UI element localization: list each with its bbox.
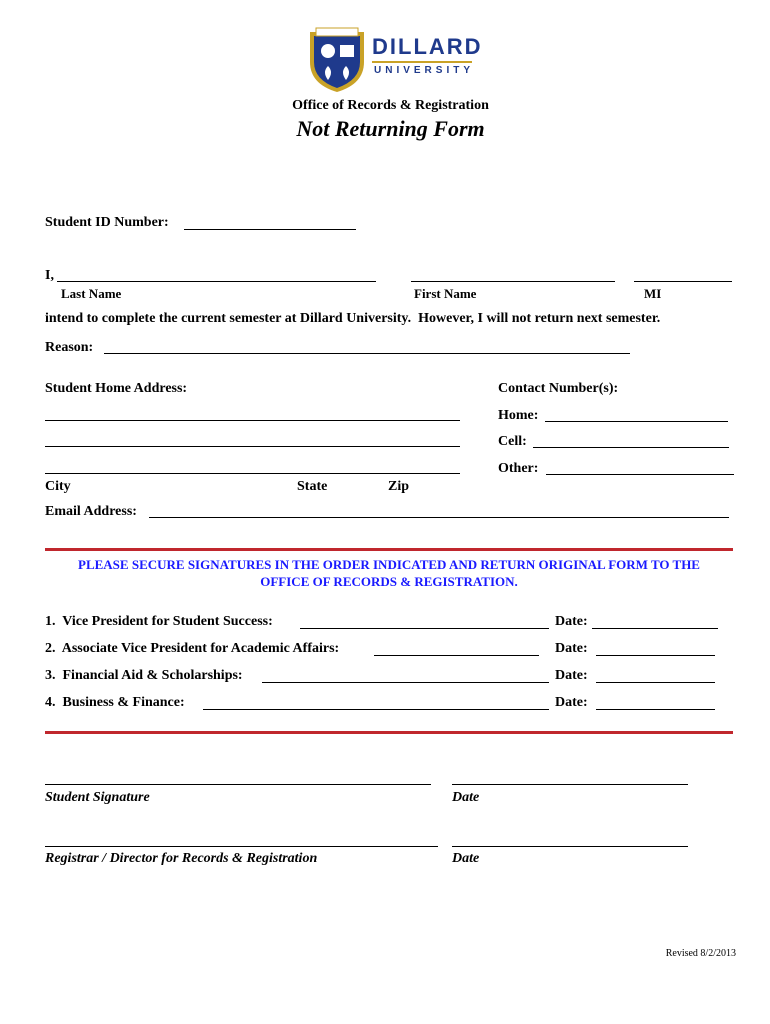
mi-label: MI bbox=[644, 286, 662, 301]
divider-top bbox=[45, 548, 733, 551]
vp-student-success-date[interactable] bbox=[592, 628, 718, 629]
cell-phone-label: Cell: bbox=[498, 434, 527, 449]
home-phone-field[interactable] bbox=[545, 421, 728, 422]
signature-row-label: 2. Associate Vice President for Academic Affairs: bbox=[45, 641, 340, 656]
city-label: City bbox=[45, 479, 71, 494]
address-line-3[interactable] bbox=[45, 473, 460, 474]
university-logo bbox=[306, 26, 483, 96]
reason-label: Reason: bbox=[45, 340, 94, 355]
registrar-date-label: Date bbox=[452, 851, 480, 866]
i-label: I, bbox=[45, 268, 54, 283]
cell-phone-field[interactable] bbox=[533, 447, 729, 448]
office-name: Office of Records & Registration bbox=[292, 98, 489, 113]
signature-row-date-label: Date: bbox=[555, 641, 588, 656]
logo-name: DILLARD bbox=[372, 34, 483, 59]
notice-line-1: PLEASE SECURE SIGNATURES IN THE ORDER INDICATED AND RETURN ORIGINAL FORM TO THE bbox=[78, 557, 700, 572]
signature-row-date-label: Date: bbox=[555, 668, 588, 683]
email-field[interactable] bbox=[149, 517, 729, 518]
financial-aid-signature[interactable] bbox=[262, 682, 549, 683]
signature-row-label: 1. Vice President for Student Success: bbox=[45, 614, 273, 629]
page-title: Not Returning Form bbox=[296, 116, 485, 141]
signature-row-label: 4. Business & Finance: bbox=[45, 695, 185, 710]
mi-field[interactable] bbox=[634, 281, 732, 282]
reason-field[interactable] bbox=[104, 353, 630, 354]
signature-row-label: 3. Financial Aid & Scholarships: bbox=[45, 668, 243, 683]
state-label: State bbox=[297, 479, 328, 494]
divider-bottom bbox=[45, 731, 733, 734]
signature-row-date-label: Date: bbox=[555, 695, 588, 710]
notice-line-2: OFFICE OF RECORDS & REGISTRATION. bbox=[260, 574, 518, 589]
logo-divider bbox=[372, 61, 472, 63]
logo-subtitle: UNIVERSITY bbox=[374, 65, 475, 76]
other-phone-field[interactable] bbox=[546, 474, 734, 475]
vp-student-success-signature[interactable] bbox=[300, 628, 549, 629]
first-name-field[interactable] bbox=[411, 281, 615, 282]
financial-aid-date[interactable] bbox=[596, 682, 715, 683]
registrar-signature-field[interactable] bbox=[45, 846, 438, 847]
last-name-field[interactable] bbox=[57, 281, 376, 282]
contact-numbers-label: Contact Number(s): bbox=[498, 381, 619, 396]
student-id-field[interactable] bbox=[184, 229, 356, 230]
business-finance-signature[interactable] bbox=[203, 709, 549, 710]
revision-date: Revised 8/2/2013 bbox=[665, 948, 736, 959]
first-name-label: First Name bbox=[414, 286, 477, 301]
zip-label: Zip bbox=[388, 479, 410, 494]
email-label: Email Address: bbox=[45, 504, 137, 519]
university-seal-icon bbox=[306, 26, 368, 94]
signature-row-date-label: Date: bbox=[555, 614, 588, 629]
home-phone-label: Home: bbox=[498, 408, 539, 423]
home-address-label: Student Home Address: bbox=[45, 381, 188, 396]
registrar-signature-label: Registrar / Director for Records & Registration bbox=[45, 851, 318, 866]
address-line-2[interactable] bbox=[45, 446, 460, 447]
student-date-field[interactable] bbox=[452, 784, 688, 785]
avp-academic-affairs-date[interactable] bbox=[596, 655, 715, 656]
last-name-label: Last Name bbox=[61, 286, 122, 301]
address-line-1[interactable] bbox=[45, 420, 460, 421]
student-id-label: Student ID Number: bbox=[45, 215, 169, 230]
intent-statement: intend to complete the current semester at Dillard University. However, I will not return next semester. bbox=[45, 311, 661, 326]
business-finance-date[interactable] bbox=[596, 709, 715, 710]
other-phone-label: Other: bbox=[498, 461, 539, 476]
student-signature-field[interactable] bbox=[45, 784, 431, 785]
student-date-label: Date bbox=[452, 790, 480, 805]
signature-notice bbox=[45, 556, 733, 590]
student-signature-label: Student Signature bbox=[45, 790, 150, 805]
registrar-date-field[interactable] bbox=[452, 846, 688, 847]
avp-academic-affairs-signature[interactable] bbox=[374, 655, 539, 656]
